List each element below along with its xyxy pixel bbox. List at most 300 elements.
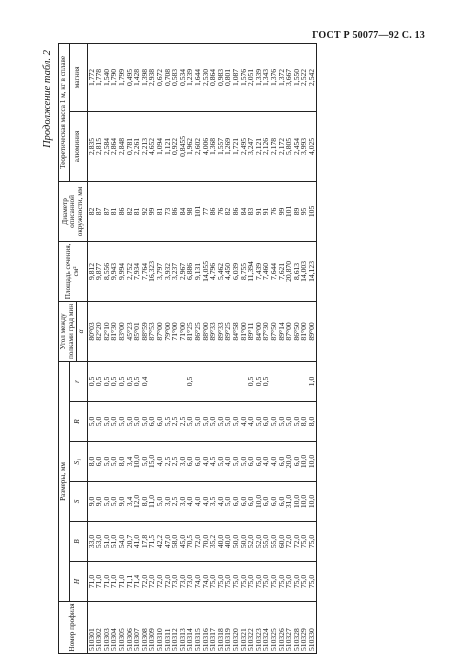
cell-S: 4,0 [202,482,210,522]
cell-H: 71,0 [118,562,126,602]
cell-diameter: 95 [300,181,308,241]
table-row [194,43,202,653]
cell-angle: 87°50 [270,301,278,361]
cell-magnesium: 1,339 [255,43,263,111]
col-r: r [69,361,87,401]
cell-S1: 2,5 [164,442,172,482]
cell-R: 5,0 [87,402,95,442]
cell-r: 0,5 [255,361,263,401]
cell-profile: 510324 [262,602,270,654]
cell-aluminium: 1,094 [156,111,164,181]
cell-R: 5,0 [209,402,217,442]
cell-B: 45,0 [179,522,187,562]
page-header: ГОСТ Р 50077—92 С. 13 [312,30,425,41]
cell-S: 6,0 [232,482,240,522]
cell-magnesium: 1,087 [232,43,240,111]
table-row [300,43,308,653]
table-row [278,43,286,653]
cell-angle: 89°14 [278,301,286,361]
cell-H: 73,0 [171,562,179,602]
cell-r [156,361,164,401]
cell-profile: 510319 [224,602,232,654]
cell-aluminium: 3,247 [247,111,255,181]
cell-diameter: 91 [262,181,270,241]
cell-B: 55,0 [262,522,270,562]
cell-S: 9,0 [118,482,126,522]
cell-area: 2,752 [126,241,134,301]
col-area: Площадь сечения, см² [59,241,88,301]
cell-aluminium: 1,721 [232,111,240,181]
cell-profile: 510328 [293,602,301,654]
cell-S1: 4,5 [209,442,217,482]
table-row [133,43,141,653]
cell-S: 8,0 [141,482,149,522]
cell-aluminium: 0,922 [171,111,179,181]
cell-S1: 6,0 [293,442,301,482]
cell-H: 75,0 [262,562,270,602]
cell-magnesium: 0,583 [171,43,179,111]
cell-profile: 510303 [103,602,111,654]
cell-profile: 510315 [194,602,202,654]
cell-S: 10,0 [300,482,308,522]
table-row [164,43,172,653]
cell-profile: 510305 [118,602,126,654]
table-row [217,43,225,653]
cell-area: 9,877 [95,241,103,301]
cell-area: 9,994 [118,241,126,301]
cell-angle: 87°53 [148,301,156,361]
cell-area: 7,644 [270,241,278,301]
cell-area: 7,621 [278,241,286,301]
cell-S: 6,0 [262,482,270,522]
cell-S: 3,0 [179,482,187,522]
cell-H: 75,0 [217,562,225,602]
cell-aluminium: 2,835 [87,111,95,181]
col-aluminium: алюминия [69,111,87,181]
cell-B: 72,0 [293,522,301,562]
cell-H: 75,0 [293,562,301,602]
cell-H: 75,0 [247,562,255,602]
cell-aluminium: 2,584 [103,111,111,181]
cell-magnesium: 0,708 [164,43,172,111]
cell-angle: 71°00 [179,301,187,361]
cell-H: 75,0 [240,562,248,602]
cell-aluminium: 2,454 [293,111,301,181]
cell-R: 4,0 [247,402,255,442]
cell-S: 9,0 [95,482,103,522]
cell-area: 11,394 [247,241,255,301]
table-row [156,43,164,653]
cell-angle: 86°25 [194,301,202,361]
cell-angle: 89°00 [308,301,316,361]
cell-angle: 89°33 [217,301,225,361]
cell-S1: 5,0 [103,442,111,482]
cell-angle: 79°00 [164,301,172,361]
cell-profile: 510321 [240,602,248,654]
cell-H: 74,0 [194,562,202,602]
cell-magnesium: 3,667 [285,43,293,111]
table-row [141,43,149,653]
cell-magnesium: 1,372 [278,43,286,111]
cell-area: 6,039 [232,241,240,301]
cell-aluminium: 1,557 [217,111,225,181]
table-row [95,43,103,653]
cell-S1: 5,0 [141,442,149,482]
cell-magnesium: 1,778 [95,43,103,111]
cell-R: 5,0 [110,402,118,442]
cell-angle: 88°00 [202,301,210,361]
cell-angle: 81°30 [110,301,118,361]
cell-aluminium: 0,8455 [179,111,187,181]
cell-area: 7,460 [262,241,270,301]
cell-S: 3,4 [126,482,134,522]
cell-S1: 3,4 [126,442,134,482]
cell-B: 60,0 [278,522,286,562]
cell-aluminium: 1,962 [186,111,194,181]
cell-diameter: 86 [232,181,240,241]
cell-area: 14,123 [308,241,316,301]
cell-area: 8,613 [293,241,301,301]
cell-magnesium: 0,864 [209,43,217,111]
cell-S1: 5,0 [110,442,118,482]
cell-diameter: 91 [255,181,263,241]
cell-S: 12,0 [133,482,141,522]
cell-angle: 82°10 [103,301,111,361]
cell-H: 75,0 [270,562,278,602]
cell-profile: 510306 [126,602,134,654]
cell-B: 70,0 [202,522,210,562]
cell-R: 5,0 [255,402,263,442]
cell-B: 52,0 [247,522,255,562]
table-row [293,43,301,653]
cell-H: 73,0 [186,562,194,602]
cell-aluminium: 2,213 [141,111,149,181]
cell-S: 10,0 [293,482,301,522]
table-row [255,43,263,653]
cell-r [232,361,240,401]
cell-diameter: 86 [171,181,179,241]
cell-B: 50,0 [240,522,248,562]
cell-R: 4,0 [240,402,248,442]
cell-R: 5,0 [103,402,111,442]
cell-R: 5,0 [95,402,103,442]
cell-angle: 89°11 [247,301,255,361]
cell-angle: 83°00 [118,301,126,361]
cell-r [202,361,210,401]
col-S: S [69,482,87,522]
cell-diameter: 84 [240,181,248,241]
cell-angle: 85°01 [133,301,141,361]
cell-r [293,361,301,401]
cell-diameter: 105 [308,181,316,241]
cell-S1: 4,0 [270,442,278,482]
cell-r: 0,5 [262,361,270,401]
col-sizes-group: Размеры, мм [59,361,70,601]
cell-S: 4,0 [217,482,225,522]
cell-angle: 71°00 [171,301,179,361]
cell-R: 5,0 [270,402,278,442]
cell-S: 4,0 [186,482,194,522]
cell-diameter: 86 [118,181,126,241]
cell-diameter: 82 [224,181,232,241]
cell-B: 42,2 [156,522,164,562]
cell-area: 9,812 [87,241,95,301]
cell-R: 5,5 [164,402,172,442]
cell-diameter: 92 [141,181,149,241]
cell-r [278,361,286,401]
cell-S1: 5,0 [217,442,225,482]
cell-area: 6,886 [186,241,194,301]
col-R: R [69,402,87,442]
cell-S1: 15,0 [148,442,156,482]
cell-S: 31,0 [285,482,293,522]
cell-profile: 510317 [209,602,217,654]
cell-diameter: 76 [270,181,278,241]
cell-B: 40,0 [217,522,225,562]
cell-profile: 510323 [255,602,263,654]
table-row [186,43,194,653]
cell-B: 72,0 [194,522,202,562]
cell-S: 9,0 [87,482,95,522]
cell-diameter: 76 [217,181,225,241]
cell-diameter: 86 [209,181,217,241]
cell-r: 0,5 [87,361,95,401]
table-row [148,43,156,653]
profiles-table [58,43,317,654]
cell-S1: 6,0 [186,442,194,482]
cell-S1: 4,0 [156,442,164,482]
cell-r [217,361,225,401]
cell-angle: 84°58 [232,301,240,361]
cell-area: 9,943 [110,241,118,301]
table-caption: Продолжение табл. 2 [42,50,53,148]
cell-profile: 510307 [133,602,141,654]
cell-profile: 510310 [156,602,164,654]
cell-magnesium: 1,550 [293,43,301,111]
table-row [224,43,232,653]
cell-r: 0,5 [247,361,255,401]
cell-area: 7,934 [133,241,141,301]
cell-H: 75,0 [209,562,217,602]
cell-R: 6,0 [156,402,164,442]
cell-r: 0,5 [95,361,103,401]
cell-profile: 510308 [141,602,149,654]
cell-S1: 6,0 [247,442,255,482]
cell-S: 6,0 [240,482,248,522]
cell-R: 8,0 [300,402,308,442]
cell-diameter: 101 [194,181,202,241]
cell-H: 75,0 [308,562,316,602]
cell-magnesium: 1,799 [118,43,126,111]
cell-H: 71,4 [133,562,141,602]
cell-aluminium: 2,864 [110,111,118,181]
cell-angle: 86°50 [293,301,301,361]
cell-S: 5,0 [110,482,118,522]
cell-S1: 5,0 [232,442,240,482]
cell-aluminium: 4,652 [148,111,156,181]
cell-profile: 510330 [308,602,316,654]
cell-R: 5,0 [217,402,225,442]
cell-B: 53,0 [95,522,103,562]
col-mass-group: Теоретическая масса 1 м, кг в сплаве [59,43,70,181]
cell-H: 75,0 [278,562,286,602]
cell-diameter: 82 [87,181,95,241]
col-B: B [69,522,87,562]
cell-magnesium: 0,801 [224,43,232,111]
cell-diameter: 73 [164,181,172,241]
cell-H: 71,1 [126,562,134,602]
cell-magnesium: 1,540 [103,43,111,111]
col-diameter: Диаметр описанной окружности, мм [59,181,88,241]
cell-S: 3,5 [209,482,217,522]
cell-R: 2,5 [179,402,187,442]
cell-H: 72,0 [141,562,149,602]
cell-S1: 6,0 [194,442,202,482]
cell-magnesium: 2,522 [300,43,308,111]
cell-r [224,361,232,401]
cell-r: 0,5 [133,361,141,401]
cell-S1: 10,0 [300,442,308,482]
cell-S1: 2,5 [171,442,179,482]
cell-area: 16,323 [148,241,156,301]
table-row [118,43,126,653]
cell-H: 72,0 [148,562,156,602]
cell-R: 8,0 [308,402,316,442]
cell-R: 5,0 [285,402,293,442]
cell-B: 75,0 [300,522,308,562]
cell-aluminium: 2,815 [95,111,103,181]
cell-H: 72,0 [164,562,172,602]
cell-B: 17,8 [141,522,149,562]
cell-r [148,361,156,401]
cell-R: 5,0 [186,402,194,442]
cell-B: 75,0 [308,522,316,562]
cell-area: 8,556 [103,241,111,301]
cell-profile: 510313 [179,602,187,654]
cell-magnesium: 1,576 [240,43,248,111]
cell-profile: 510325 [270,602,278,654]
cell-R: 2,5 [171,402,179,442]
cell-angle: 45°23 [126,301,134,361]
cell-S: 5,0 [224,482,232,522]
cell-diameter: 99 [148,181,156,241]
cell-angle: 87°00 [156,301,164,361]
cell-R: 5,0 [118,402,126,442]
cell-aluminium: 1,121 [164,111,172,181]
cell-magnesium: 1,644 [194,43,202,111]
cell-profile: 510316 [202,602,210,654]
cell-B: 55,0 [270,522,278,562]
cell-B: 52,0 [255,522,263,562]
cell-B: 41,0 [133,522,141,562]
cell-r: 0,5 [186,361,194,401]
cell-S1: 10,0 [308,442,316,482]
cell-H: 75,0 [300,562,308,602]
cell-H: 75,0 [224,562,232,602]
cell-R: 6,0 [262,402,270,442]
cell-diameter: 89 [293,181,301,241]
cell-S1: 5,0 [240,442,248,482]
cell-S: 3,0 [164,482,172,522]
cell-diameter: 87 [103,181,111,241]
cell-r [171,361,179,401]
cell-profile: 510314 [186,602,194,654]
cell-angle: 87°30 [262,301,270,361]
cell-aluminium: 2,261 [133,111,141,181]
col-profile: Номер профиля [59,602,88,654]
cell-S: 4,0 [194,482,202,522]
cell-profile: 510322 [247,602,255,654]
cell-area: 14,055 [202,241,210,301]
cell-aluminium: 2,602 [194,111,202,181]
cell-profile: 510311 [164,602,172,654]
cell-angle: 89°25 [224,301,232,361]
cell-B: 35,2 [209,522,217,562]
cell-r: 0,4 [141,361,149,401]
table-row [232,43,240,653]
cell-aluminium: 2,178 [270,111,278,181]
table-row [270,43,278,653]
cell-profile: 510318 [217,602,225,654]
cell-S1: 20,0 [285,442,293,482]
cell-magnesium: 0,534 [179,43,187,111]
cell-B: 58,0 [171,522,179,562]
cell-S1: 6,0 [95,442,103,482]
cell-R: 5,0 [202,402,210,442]
cell-H: 71,0 [95,562,103,602]
cell-S: 11,0 [148,482,156,522]
cell-aluminium: 1,368 [209,111,217,181]
cell-B: 20,7 [126,522,134,562]
cell-B: 51,0 [110,522,118,562]
table-row [285,43,293,653]
cell-diameter: 99 [278,181,286,241]
cell-magnesium: 1,398 [141,43,149,111]
cell-S1: 6,0 [278,442,286,482]
cell-area: 2,967 [179,241,187,301]
cell-r [209,361,217,401]
cell-S1: 10,0 [133,442,141,482]
table-row [171,43,179,653]
cell-magnesium: 1,343 [262,43,270,111]
cell-area: 5,462 [217,241,225,301]
cell-S: 6,0 [278,482,286,522]
cell-magnesium: 2,542 [308,43,316,111]
cell-r: 1,0 [308,361,316,401]
cell-H: 71,0 [110,562,118,602]
cell-area: 4,796 [209,241,217,301]
cell-B: 54,0 [118,522,126,562]
cell-angle: 80°03 [87,301,95,361]
cell-magnesium: 0,983 [217,43,225,111]
cell-diameter: 77 [202,181,210,241]
cell-magnesium: 1,376 [270,43,278,111]
cell-aluminium: 2,172 [278,111,286,181]
col-S1: S₁ [69,442,87,482]
cell-aluminium: 2,848 [118,111,126,181]
cell-angle: 81°25 [186,301,194,361]
cell-H: 73,0 [179,562,187,602]
table-row [87,43,95,653]
cell-angle: 87°00 [285,301,293,361]
cell-profile: 510309 [148,602,156,654]
cell-profile: 510326 [278,602,286,654]
cell-diameter: 101 [285,181,293,241]
cell-angle: 81°00 [240,301,248,361]
cell-magnesium: 1,239 [186,43,194,111]
cell-S1: 4,0 [262,442,270,482]
cell-H: 74,0 [202,562,210,602]
